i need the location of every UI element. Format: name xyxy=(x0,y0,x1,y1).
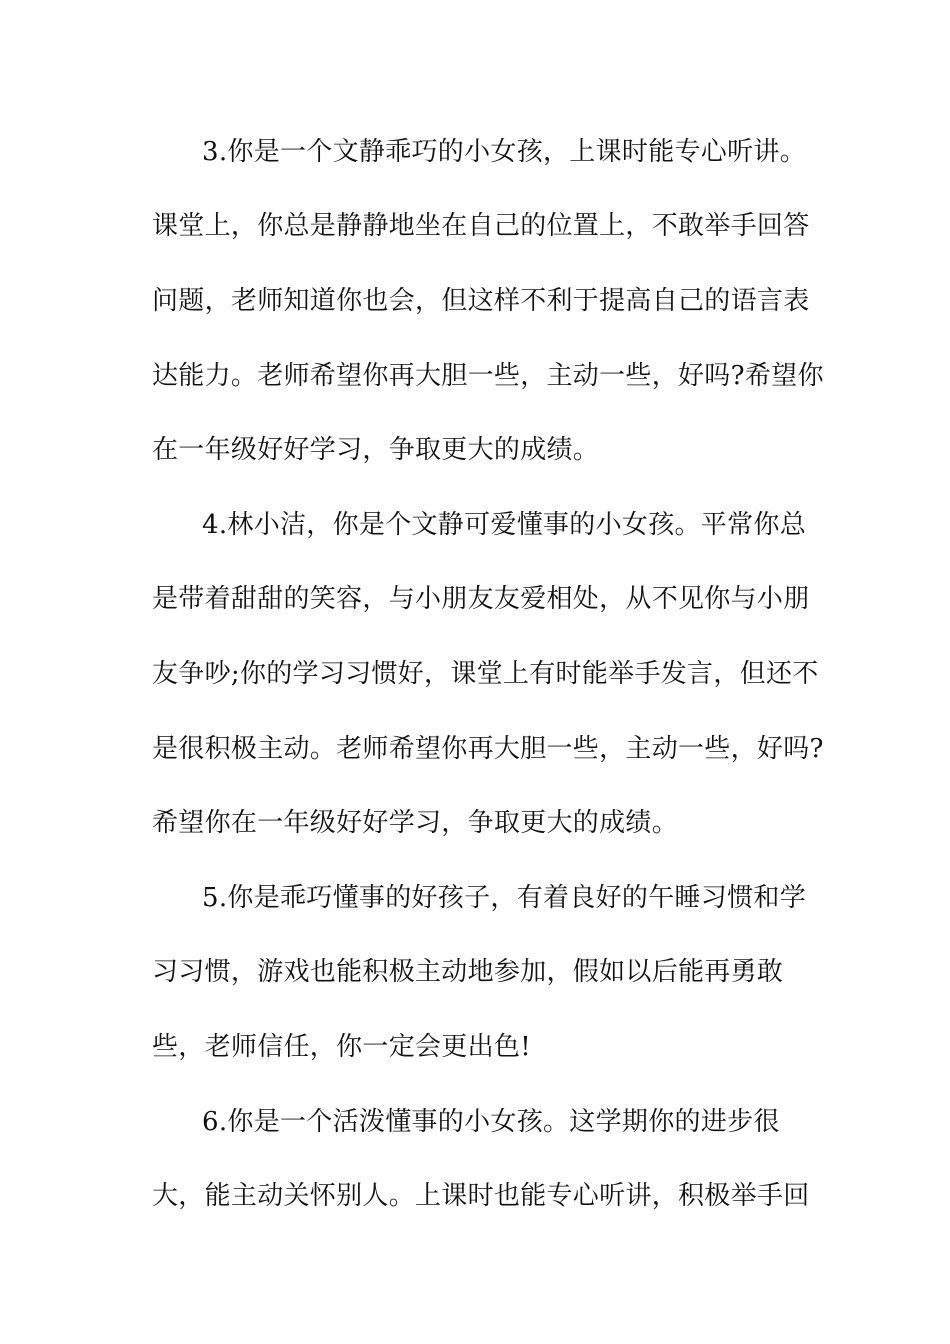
paragraph-6-line-1: 6.你是一个活泼懂事的小女孩。这学期你的进步很 xyxy=(202,1107,780,1137)
paragraph-3-line-3: 问题，老师知道你也会，但这样不利于提高自己的语言表 xyxy=(152,286,810,316)
paragraph-4-line-3: 友争吵;你的学习习惯好，课堂上有时能举手发言，但还不 xyxy=(152,659,819,689)
paragraph-6-line-2: 大，能主动关怀别人。上课时也能专心听讲，积极举手回 xyxy=(152,1181,810,1211)
paragraph-4-line-1: 4.林小洁，你是个文静可爱懂事的小女孩。平常你总 xyxy=(202,510,807,540)
paragraph-4-line-4: 是很积极主动。老师希望你再大胆一些，主动一些，好吗? xyxy=(152,734,824,764)
paragraph-4-line-5: 希望你在一年级好好学习，争取更大的成绩。 xyxy=(152,808,679,838)
paragraph-5-line-3: 些，老师信任，你一定会更出色! xyxy=(152,1032,531,1062)
paragraph-3-line-5: 在一年级好好学习，争取更大的成绩。 xyxy=(152,435,600,465)
paragraph-3-line-2: 课堂上，你总是静静地坐在自己的位置上，不敢举手回答 xyxy=(152,211,810,241)
paragraph-3-line-4: 达能力。老师希望你再大胆一些，主动一些，好吗?希望你 xyxy=(152,361,824,391)
paragraph-5-line-2: 习习惯，游戏也能积极主动地参加，假如以后能再勇敢 xyxy=(152,957,784,987)
paragraph-5-line-1: 5.你是乖巧懂事的好孩子，有着良好的午睡习惯和学 xyxy=(202,883,807,913)
paragraph-4-line-2: 是带着甜甜的笑容，与小朋友友爱相处，从不见你与小朋 xyxy=(152,584,810,614)
paragraph-3-line-1: 3.你是一个文静乖巧的小女孩，上课时能专心听讲。 xyxy=(202,137,807,167)
